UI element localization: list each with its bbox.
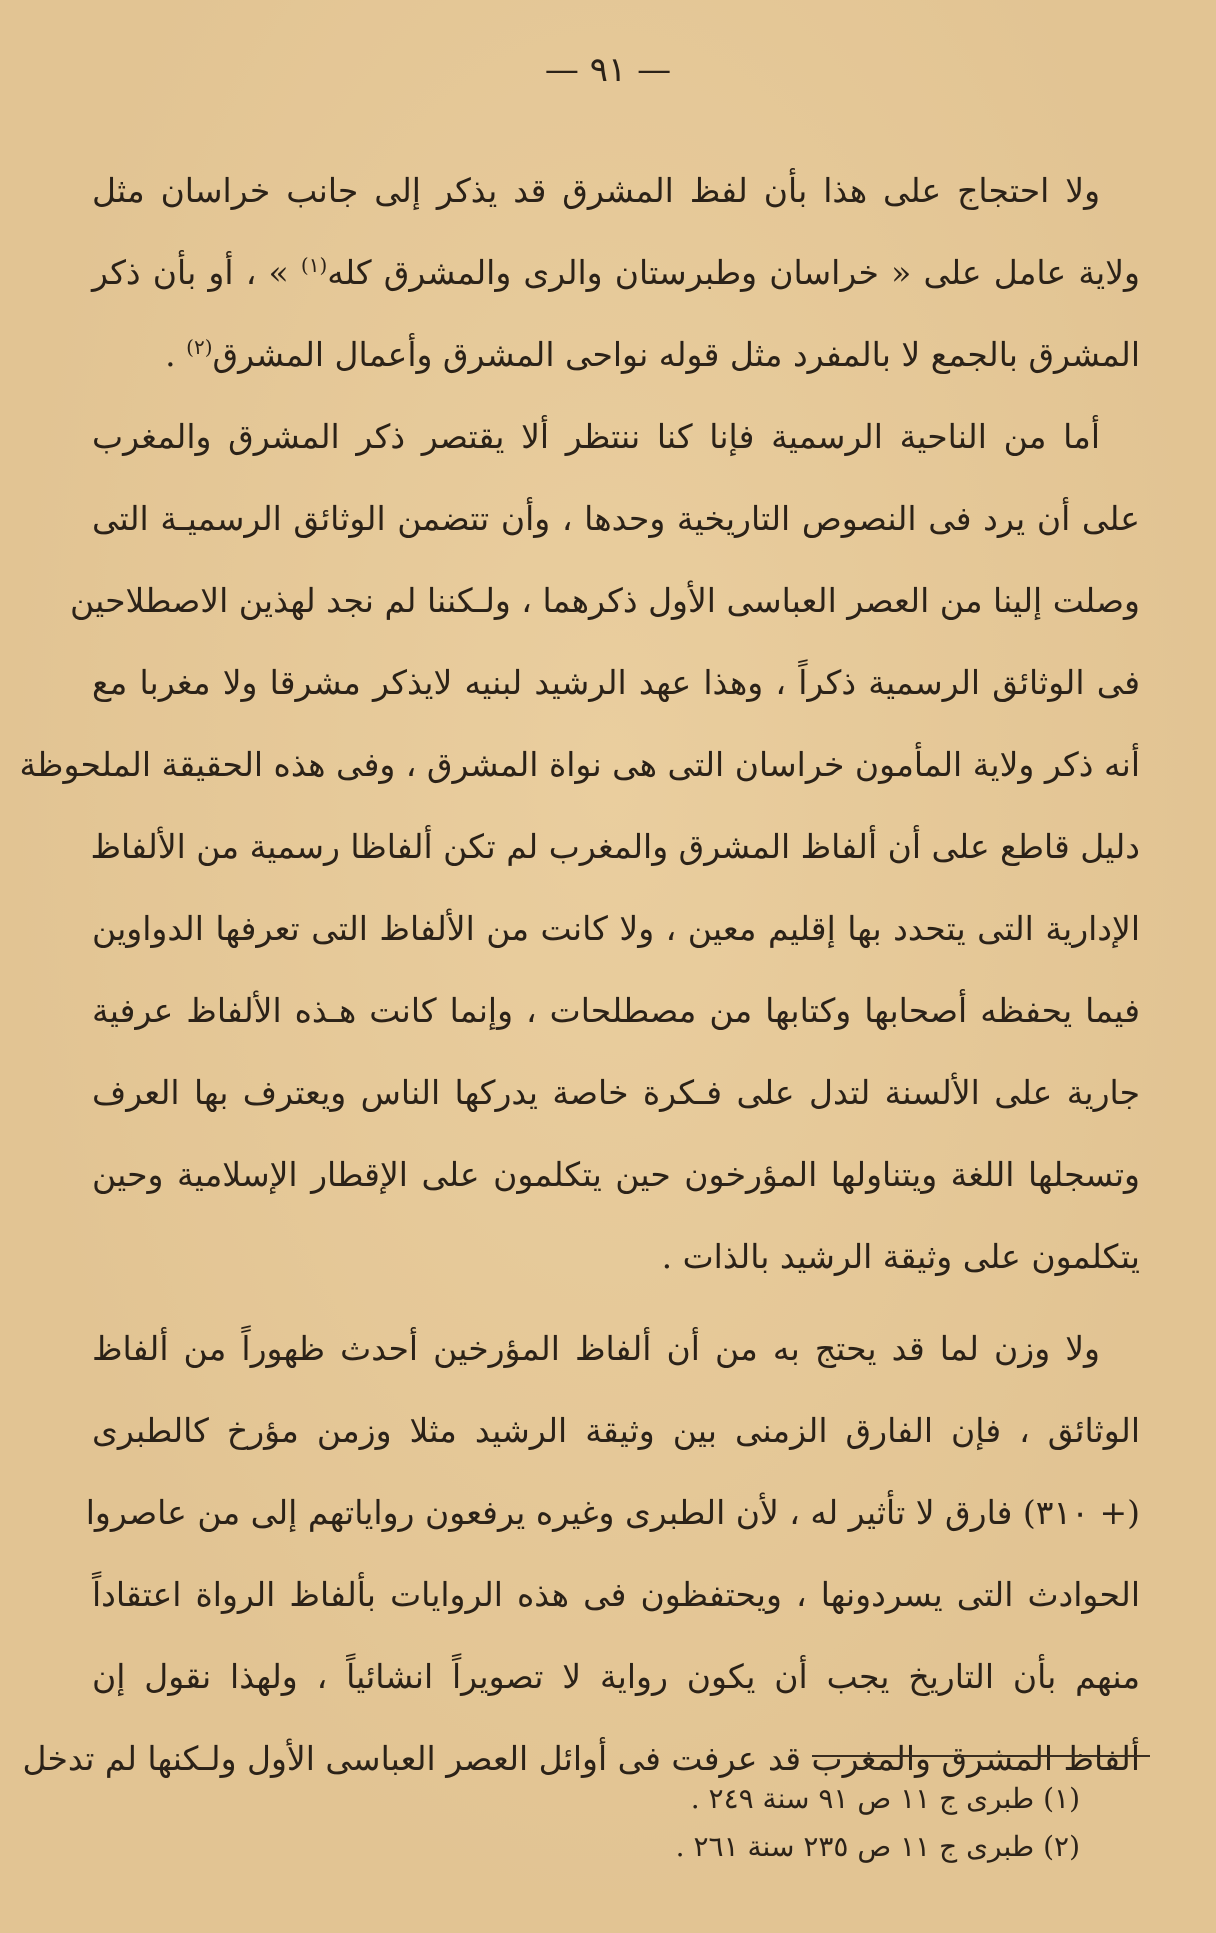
paragraph-3-line-1: ولا وزن لما قد يحتج به من أن ألفاظ المؤرخين أحدث ظهوراً من ألفاظ	[92, 1329, 1100, 1368]
paragraph-2-line-10: وتسجلها اللغة ويتناولها المؤرخون حين يتكلمون على الإقطار الإسلامية وحين	[92, 1155, 1140, 1194]
footnotes	[500, 1775, 1080, 1871]
paragraph-3-line-2: الوثائق ، فإن الفارق الزمنى بين وثيقة الرشيد مثلا وزمن مؤرخ كالطبرى	[92, 1411, 1140, 1450]
paragraph-2-line-8: فيما يحفظه أصحابها وكتابها من مصطلحات ، وإنما كانت هـذه الألفاظ عرفية	[92, 991, 1140, 1030]
paragraph-1-line-2-text: ولاية عامل على « خراسان وطبرستان والرى والمشرق كله	[327, 253, 1140, 292]
paragraph-2-line-1: أما من الناحية الرسمية فإنا كنا ننتظر ألا يقتصر ذكر المشرق والمغرب	[92, 417, 1100, 456]
page-number: — ٩١ —	[544, 50, 672, 90]
paragraph-2-line-3: وصلت إلينا من العصر العباسى الأول ذكرهما ، ولـكننا لم نجد لهذين الاصطلاحين	[70, 581, 1140, 620]
paragraph-2-line-4: فى الوثائق الرسمية ذكراً ، وهذا عهد الرشيد لبنيه لايذكر مشرقا ولا مغربا مع	[92, 663, 1140, 702]
paragraph-1-line-1: ولا احتجاج على هذا بأن لفظ المشرق قد يذكر إلى جانب خراسان مثل	[92, 171, 1100, 210]
paragraph-1-line-2	[92, 232, 1140, 314]
paragraph-3-line-4: الحوادث التى يسردونها ، ويحتفظون فى هذه الروايات بألفاظ الرواة اعتقاداً	[92, 1575, 1140, 1614]
footnote-2: (٢) طبرى ج ١١ ص ٢٣٥ سنة ٢٦١ .	[675, 1830, 1080, 1863]
paragraph-2-line-6: دليل قاطع على أن ألفاظ المشرق والمغرب لم تكن ألفاظا رسمية من الألفاظ	[90, 827, 1140, 866]
paragraph-3-line-6: ألفاظ المشرق والمغرب قد عرفت فى أوائل العصر العباسى الأول ولـكنها لم تدخل	[22, 1739, 1140, 1778]
paragraph-1-line-3	[92, 314, 1140, 396]
paragraph-gap	[92, 1298, 1140, 1308]
paragraph-2-line-2: على أن يرد فى النصوص التاريخية وحدها ، وأن تتضمن الوثائق الرسميـة التى	[92, 499, 1140, 538]
paragraph-1-line-3-text: المشرق بالجمع لا بالمفرد مثل قوله نواحى المشرق وأعمال المشرق	[212, 335, 1140, 374]
footnote-1: (١) طبرى ج ١١ ص ٩١ سنة ٢٤٩ .	[690, 1782, 1080, 1815]
paragraph-1	[92, 150, 1140, 396]
footnote-divider	[812, 1755, 1150, 1757]
footnote-ref-2: (٢)	[186, 335, 213, 359]
paragraph-2-line-7: الإدارية التى يتحدد بها إقليم معين ، ولا كانت من الألفاظ التى تعرفها الدواوين	[92, 909, 1140, 948]
paragraph-2-line-11: يتكلمون على وثيقة الرشيد بالذات .	[661, 1237, 1140, 1276]
paragraph-2-line-9: جارية على الألسنة لتدل على فـكرة خاصة يدركها الناس ويعترف بها العرف	[92, 1073, 1140, 1112]
body-text	[19, 150, 1140, 1800]
paragraph-3-line-5: منهم بأن التاريخ يجب أن يكون رواية لا تصويراً انشائياً ، ولهذا نقول إن	[92, 1657, 1140, 1696]
paragraph-1-line-2-tail: » ، أو بأن ذكر	[92, 253, 301, 292]
paragraph-3	[22, 1308, 1140, 1800]
paragraph-2	[19, 396, 1140, 1298]
paragraph-3-line-3: (+ ٣١٠) فارق لا تأثير له ، لأن الطبرى وغيره يرفعون رواياتهم إلى من عاصروا	[85, 1493, 1140, 1532]
footnote-ref-1: (١)	[300, 253, 328, 277]
paragraph-1-line-3-tail: .	[165, 335, 187, 374]
paragraph-2-line-5: أنه ذكر ولاية المأمون خراسان التى هى نواة المشرق ، وفى هذه الحقيقة الملحوظة	[19, 745, 1140, 784]
